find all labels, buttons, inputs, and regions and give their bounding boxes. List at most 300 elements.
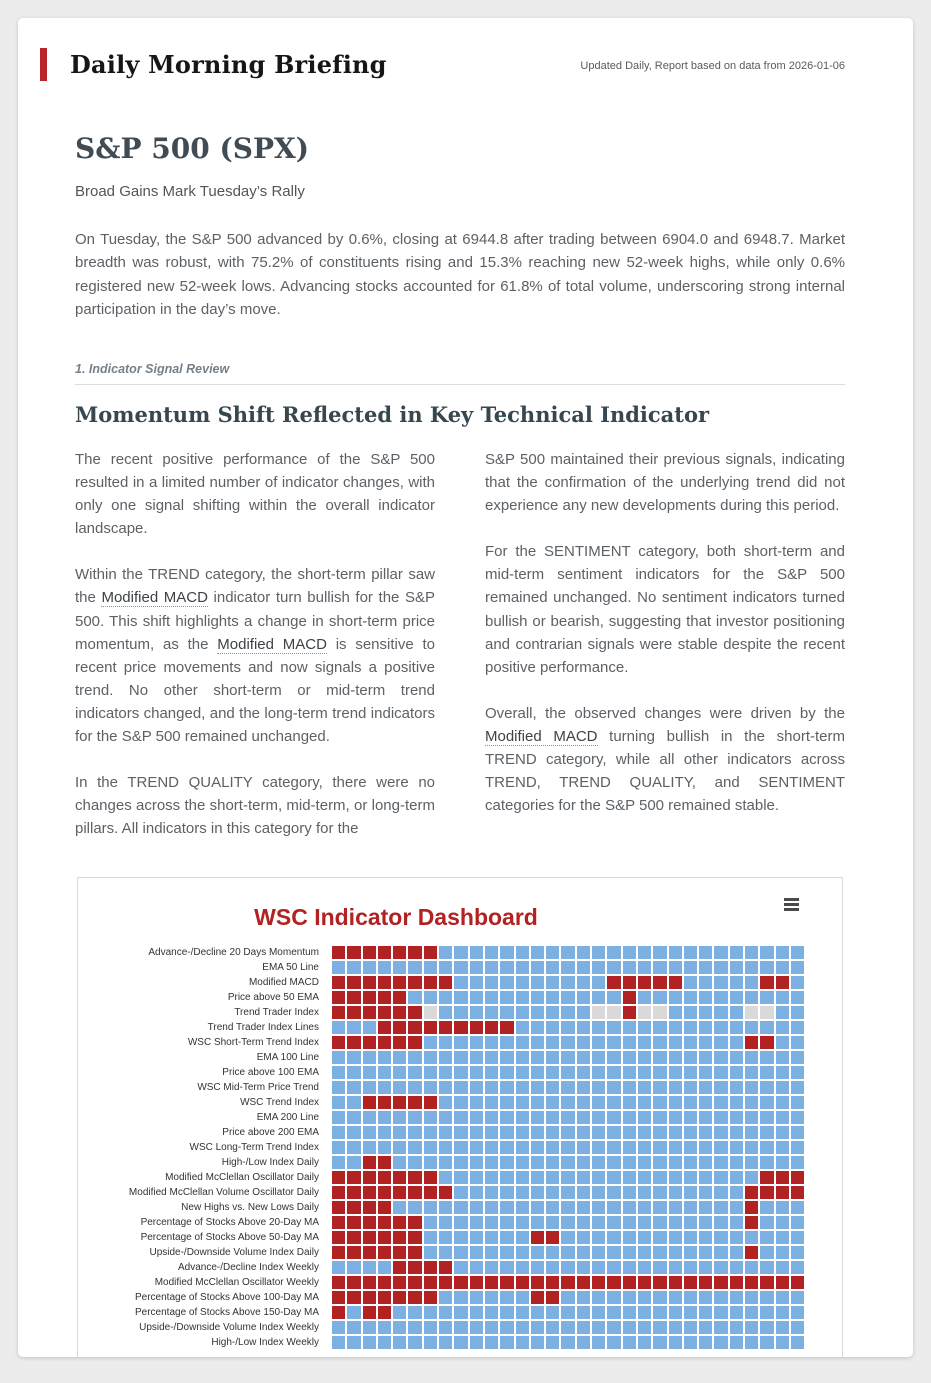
heatmap-cell[interactable] <box>653 1321 666 1334</box>
heatmap-cell[interactable] <box>669 1186 682 1199</box>
heatmap-cell[interactable] <box>454 1336 467 1349</box>
heatmap-cell[interactable] <box>363 1036 376 1049</box>
heatmap-cell[interactable] <box>760 1336 773 1349</box>
heatmap-cell[interactable] <box>714 1291 727 1304</box>
heatmap-cell[interactable] <box>791 1186 804 1199</box>
hamburger-icon[interactable] <box>784 898 800 913</box>
heatmap-cell[interactable] <box>424 1096 437 1109</box>
heatmap-cell[interactable] <box>684 1171 697 1184</box>
heatmap-cell[interactable] <box>592 1111 605 1124</box>
heatmap-cell[interactable] <box>669 1321 682 1334</box>
heatmap-cell[interactable] <box>378 1051 391 1064</box>
heatmap-cell[interactable] <box>669 946 682 959</box>
heatmap-cell[interactable] <box>347 1261 360 1274</box>
heatmap-cell[interactable] <box>684 1306 697 1319</box>
heatmap-cell[interactable] <box>393 1096 406 1109</box>
heatmap-cell[interactable] <box>776 1246 789 1259</box>
heatmap-cell[interactable] <box>730 1066 743 1079</box>
heatmap-cell[interactable] <box>684 1141 697 1154</box>
heatmap-cell[interactable] <box>393 1216 406 1229</box>
heatmap-cell[interactable] <box>638 1246 651 1259</box>
heatmap-cell[interactable] <box>500 1231 513 1244</box>
heatmap-cell[interactable] <box>378 991 391 1004</box>
heatmap-cell[interactable] <box>546 1141 559 1154</box>
heatmap-cell[interactable] <box>424 1246 437 1259</box>
heatmap-cell[interactable] <box>470 1141 483 1154</box>
heatmap-cell[interactable] <box>653 991 666 1004</box>
heatmap-cell[interactable] <box>714 1306 727 1319</box>
heatmap-cell[interactable] <box>730 1186 743 1199</box>
heatmap-cell[interactable] <box>516 1246 529 1259</box>
heatmap-cell[interactable] <box>485 1261 498 1274</box>
heatmap-cell[interactable] <box>347 976 360 989</box>
heatmap-cell[interactable] <box>378 1216 391 1229</box>
heatmap-cell[interactable] <box>332 976 345 989</box>
heatmap-cell[interactable] <box>638 1141 651 1154</box>
heatmap-cell[interactable] <box>500 1276 513 1289</box>
heatmap-cell[interactable] <box>516 1306 529 1319</box>
heatmap-cell[interactable] <box>745 1096 758 1109</box>
heatmap-cell[interactable] <box>623 1081 636 1094</box>
heatmap-cell[interactable] <box>500 1111 513 1124</box>
heatmap-cell[interactable] <box>424 991 437 1004</box>
heatmap-cell[interactable] <box>714 976 727 989</box>
heatmap-cell[interactable] <box>791 1006 804 1019</box>
heatmap-cell[interactable] <box>699 1156 712 1169</box>
heatmap-cell[interactable] <box>592 1246 605 1259</box>
heatmap-cell[interactable] <box>638 1306 651 1319</box>
heatmap-cell[interactable] <box>714 1126 727 1139</box>
heatmap-cell[interactable] <box>363 946 376 959</box>
heatmap-cell[interactable] <box>730 946 743 959</box>
heatmap-cell[interactable] <box>500 1066 513 1079</box>
heatmap-cell[interactable] <box>684 1036 697 1049</box>
heatmap-cell[interactable] <box>776 1201 789 1214</box>
heatmap-cell[interactable] <box>577 1156 590 1169</box>
heatmap-cell[interactable] <box>653 1261 666 1274</box>
heatmap-cell[interactable] <box>470 1066 483 1079</box>
heatmap-cell[interactable] <box>561 1006 574 1019</box>
heatmap-cell[interactable] <box>653 1036 666 1049</box>
heatmap-cell[interactable] <box>592 976 605 989</box>
heatmap-cell[interactable] <box>531 1081 544 1094</box>
heatmap-cell[interactable] <box>378 961 391 974</box>
heatmap-cell[interactable] <box>454 946 467 959</box>
heatmap-cell[interactable] <box>684 1216 697 1229</box>
heatmap-cell[interactable] <box>791 991 804 1004</box>
heatmap-cell[interactable] <box>714 946 727 959</box>
heatmap-cell[interactable] <box>470 1096 483 1109</box>
heatmap-cell[interactable] <box>485 1186 498 1199</box>
heatmap-cell[interactable] <box>485 1336 498 1349</box>
heatmap-cell[interactable] <box>730 1336 743 1349</box>
heatmap-cell[interactable] <box>485 1141 498 1154</box>
modified-macd-link[interactable]: Modified MACD <box>101 589 208 607</box>
heatmap-cell[interactable] <box>546 1066 559 1079</box>
modified-macd-link[interactable]: Modified MACD <box>217 635 327 653</box>
heatmap-cell[interactable] <box>699 1126 712 1139</box>
heatmap-cell[interactable] <box>760 961 773 974</box>
heatmap-cell[interactable] <box>669 1261 682 1274</box>
heatmap-cell[interactable] <box>424 1141 437 1154</box>
heatmap-cell[interactable] <box>439 1051 452 1064</box>
heatmap-cell[interactable] <box>699 1186 712 1199</box>
heatmap-cell[interactable] <box>408 1156 421 1169</box>
heatmap-cell[interactable] <box>638 1021 651 1034</box>
heatmap-cell[interactable] <box>791 1201 804 1214</box>
heatmap-cell[interactable] <box>561 1141 574 1154</box>
heatmap-cell[interactable] <box>439 1336 452 1349</box>
heatmap-cell[interactable] <box>699 1231 712 1244</box>
heatmap-cell[interactable] <box>500 1141 513 1154</box>
heatmap-cell[interactable] <box>393 1141 406 1154</box>
heatmap-cell[interactable] <box>485 1126 498 1139</box>
heatmap-cell[interactable] <box>408 1276 421 1289</box>
heatmap-cell[interactable] <box>378 1261 391 1274</box>
heatmap-cell[interactable] <box>699 1171 712 1184</box>
heatmap-cell[interactable] <box>699 1111 712 1124</box>
heatmap-cell[interactable] <box>363 1186 376 1199</box>
heatmap-cell[interactable] <box>714 1036 727 1049</box>
heatmap-cell[interactable] <box>684 946 697 959</box>
heatmap-cell[interactable] <box>363 1021 376 1034</box>
heatmap-cell[interactable] <box>607 1081 620 1094</box>
heatmap-cell[interactable] <box>546 1291 559 1304</box>
heatmap-cell[interactable] <box>623 1201 636 1214</box>
heatmap-cell[interactable] <box>791 1321 804 1334</box>
heatmap-cell[interactable] <box>577 1171 590 1184</box>
modified-macd-link[interactable]: Modified MACD <box>485 727 598 745</box>
heatmap-cell[interactable] <box>546 1231 559 1244</box>
heatmap-cell[interactable] <box>653 1021 666 1034</box>
heatmap-cell[interactable] <box>347 1306 360 1319</box>
heatmap-cell[interactable] <box>439 1111 452 1124</box>
heatmap-cell[interactable] <box>347 1246 360 1259</box>
heatmap-cell[interactable] <box>531 1276 544 1289</box>
heatmap-cell[interactable] <box>669 1156 682 1169</box>
heatmap-cell[interactable] <box>714 1156 727 1169</box>
heatmap-cell[interactable] <box>638 961 651 974</box>
heatmap-cell[interactable] <box>546 1216 559 1229</box>
heatmap-cell[interactable] <box>500 1081 513 1094</box>
heatmap-cell[interactable] <box>454 1111 467 1124</box>
heatmap-cell[interactable] <box>516 1006 529 1019</box>
heatmap-cell[interactable] <box>714 1171 727 1184</box>
heatmap-cell[interactable] <box>561 1096 574 1109</box>
heatmap-cell[interactable] <box>408 1231 421 1244</box>
heatmap-cell[interactable] <box>730 1201 743 1214</box>
heatmap-cell[interactable] <box>500 1321 513 1334</box>
heatmap-cell[interactable] <box>776 1081 789 1094</box>
heatmap-cell[interactable] <box>347 1006 360 1019</box>
heatmap-cell[interactable] <box>454 991 467 1004</box>
heatmap-cell[interactable] <box>485 976 498 989</box>
heatmap-cell[interactable] <box>424 1171 437 1184</box>
heatmap-cell[interactable] <box>424 1006 437 1019</box>
heatmap-cell[interactable] <box>714 1261 727 1274</box>
heatmap-cell[interactable] <box>393 1186 406 1199</box>
heatmap-cell[interactable] <box>684 1096 697 1109</box>
heatmap-cell[interactable] <box>332 1096 345 1109</box>
heatmap-cell[interactable] <box>347 946 360 959</box>
heatmap-cell[interactable] <box>546 1081 559 1094</box>
heatmap-cell[interactable] <box>546 1006 559 1019</box>
heatmap-cell[interactable] <box>776 1021 789 1034</box>
heatmap-cell[interactable] <box>623 1291 636 1304</box>
heatmap-cell[interactable] <box>669 1066 682 1079</box>
heatmap-cell[interactable] <box>470 1276 483 1289</box>
heatmap-cell[interactable] <box>378 1066 391 1079</box>
heatmap-cell[interactable] <box>791 1141 804 1154</box>
heatmap-cell[interactable] <box>439 1096 452 1109</box>
heatmap-cell[interactable] <box>332 946 345 959</box>
heatmap-cell[interactable] <box>363 1321 376 1334</box>
heatmap-cell[interactable] <box>760 1081 773 1094</box>
heatmap-cell[interactable] <box>669 1291 682 1304</box>
heatmap-cell[interactable] <box>684 1021 697 1034</box>
heatmap-cell[interactable] <box>332 1051 345 1064</box>
heatmap-cell[interactable] <box>760 1216 773 1229</box>
heatmap-cell[interactable] <box>378 1246 391 1259</box>
heatmap-cell[interactable] <box>363 1156 376 1169</box>
heatmap-cell[interactable] <box>592 1096 605 1109</box>
heatmap-cell[interactable] <box>546 1036 559 1049</box>
heatmap-cell[interactable] <box>561 1306 574 1319</box>
heatmap-cell[interactable] <box>760 1261 773 1274</box>
heatmap-cell[interactable] <box>684 1051 697 1064</box>
heatmap-cell[interactable] <box>470 961 483 974</box>
heatmap-cell[interactable] <box>653 1231 666 1244</box>
heatmap-cell[interactable] <box>577 1141 590 1154</box>
heatmap-cell[interactable] <box>332 1246 345 1259</box>
heatmap-cell[interactable] <box>745 1171 758 1184</box>
heatmap-cell[interactable] <box>638 1291 651 1304</box>
heatmap-cell[interactable] <box>424 1261 437 1274</box>
heatmap-cell[interactable] <box>454 1186 467 1199</box>
heatmap-cell[interactable] <box>714 1081 727 1094</box>
heatmap-cell[interactable] <box>393 1231 406 1244</box>
heatmap-cell[interactable] <box>745 1021 758 1034</box>
heatmap-cell[interactable] <box>577 1321 590 1334</box>
heatmap-cell[interactable] <box>546 1201 559 1214</box>
heatmap-cell[interactable] <box>378 1126 391 1139</box>
heatmap-cell[interactable] <box>393 1201 406 1214</box>
heatmap-cell[interactable] <box>516 1051 529 1064</box>
heatmap-cell[interactable] <box>714 1231 727 1244</box>
heatmap-cell[interactable] <box>424 1066 437 1079</box>
heatmap-cell[interactable] <box>699 1096 712 1109</box>
heatmap-cell[interactable] <box>699 1051 712 1064</box>
heatmap-cell[interactable] <box>347 1141 360 1154</box>
heatmap-cell[interactable] <box>592 1291 605 1304</box>
heatmap-cell[interactable] <box>607 1126 620 1139</box>
heatmap-cell[interactable] <box>500 1156 513 1169</box>
heatmap-cell[interactable] <box>607 1321 620 1334</box>
heatmap-cell[interactable] <box>424 1081 437 1094</box>
heatmap-cell[interactable] <box>393 1051 406 1064</box>
heatmap-cell[interactable] <box>454 1201 467 1214</box>
heatmap-cell[interactable] <box>561 1186 574 1199</box>
heatmap-cell[interactable] <box>439 1261 452 1274</box>
heatmap-cell[interactable] <box>470 1156 483 1169</box>
heatmap-cell[interactable] <box>561 1126 574 1139</box>
heatmap-cell[interactable] <box>669 1081 682 1094</box>
heatmap-cell[interactable] <box>470 1051 483 1064</box>
heatmap-cell[interactable] <box>714 1051 727 1064</box>
heatmap-cell[interactable] <box>760 946 773 959</box>
heatmap-cell[interactable] <box>607 1051 620 1064</box>
heatmap-cell[interactable] <box>745 1081 758 1094</box>
heatmap-cell[interactable] <box>347 1186 360 1199</box>
heatmap-cell[interactable] <box>653 1216 666 1229</box>
heatmap-cell[interactable] <box>577 1306 590 1319</box>
heatmap-cell[interactable] <box>577 991 590 1004</box>
heatmap-cell[interactable] <box>516 1066 529 1079</box>
heatmap-cell[interactable] <box>791 1066 804 1079</box>
heatmap-cell[interactable] <box>454 1156 467 1169</box>
heatmap-cell[interactable] <box>776 1006 789 1019</box>
heatmap-cell[interactable] <box>439 1276 452 1289</box>
heatmap-cell[interactable] <box>730 1261 743 1274</box>
heatmap-cell[interactable] <box>730 1246 743 1259</box>
heatmap-cell[interactable] <box>439 1066 452 1079</box>
heatmap-cell[interactable] <box>760 1201 773 1214</box>
heatmap-cell[interactable] <box>699 1201 712 1214</box>
heatmap-cell[interactable] <box>577 1006 590 1019</box>
heatmap-cell[interactable] <box>623 1156 636 1169</box>
heatmap-cell[interactable] <box>760 1246 773 1259</box>
heatmap-cell[interactable] <box>393 1261 406 1274</box>
heatmap-cell[interactable] <box>424 1291 437 1304</box>
heatmap-cell[interactable] <box>516 1321 529 1334</box>
heatmap-cell[interactable] <box>669 1051 682 1064</box>
heatmap-cell[interactable] <box>653 1156 666 1169</box>
heatmap-cell[interactable] <box>516 1036 529 1049</box>
heatmap-cell[interactable] <box>684 976 697 989</box>
heatmap-cell[interactable] <box>393 1276 406 1289</box>
heatmap-cell[interactable] <box>653 976 666 989</box>
heatmap-cell[interactable] <box>485 1306 498 1319</box>
heatmap-cell[interactable] <box>653 1291 666 1304</box>
heatmap-cell[interactable] <box>439 1231 452 1244</box>
heatmap-cell[interactable] <box>516 1201 529 1214</box>
heatmap-cell[interactable] <box>776 1261 789 1274</box>
heatmap-cell[interactable] <box>454 1216 467 1229</box>
heatmap-cell[interactable] <box>592 1216 605 1229</box>
heatmap-cell[interactable] <box>485 1321 498 1334</box>
heatmap-cell[interactable] <box>546 976 559 989</box>
heatmap-cell[interactable] <box>638 1186 651 1199</box>
heatmap-cell[interactable] <box>424 1021 437 1034</box>
heatmap-cell[interactable] <box>332 961 345 974</box>
heatmap-cell[interactable] <box>745 1306 758 1319</box>
heatmap-cell[interactable] <box>730 1111 743 1124</box>
heatmap-cell[interactable] <box>561 1336 574 1349</box>
heatmap-cell[interactable] <box>623 1336 636 1349</box>
heatmap-cell[interactable] <box>408 1066 421 1079</box>
heatmap-cell[interactable] <box>408 1141 421 1154</box>
heatmap-cell[interactable] <box>607 1111 620 1124</box>
heatmap-cell[interactable] <box>347 1291 360 1304</box>
heatmap-cell[interactable] <box>332 1021 345 1034</box>
heatmap-cell[interactable] <box>699 1321 712 1334</box>
heatmap-cell[interactable] <box>546 946 559 959</box>
heatmap-cell[interactable] <box>791 946 804 959</box>
heatmap-cell[interactable] <box>347 961 360 974</box>
heatmap-cell[interactable] <box>516 976 529 989</box>
heatmap-cell[interactable] <box>577 1246 590 1259</box>
heatmap-cell[interactable] <box>516 1276 529 1289</box>
heatmap-cell[interactable] <box>714 1111 727 1124</box>
heatmap-cell[interactable] <box>653 1006 666 1019</box>
heatmap-cell[interactable] <box>546 1156 559 1169</box>
heatmap-cell[interactable] <box>408 1036 421 1049</box>
heatmap-cell[interactable] <box>623 1006 636 1019</box>
heatmap-cell[interactable] <box>607 1231 620 1244</box>
heatmap-cell[interactable] <box>760 1096 773 1109</box>
heatmap-cell[interactable] <box>791 1051 804 1064</box>
heatmap-cell[interactable] <box>500 1291 513 1304</box>
heatmap-cell[interactable] <box>408 976 421 989</box>
heatmap-cell[interactable] <box>653 1276 666 1289</box>
heatmap-cell[interactable] <box>577 1111 590 1124</box>
heatmap-cell[interactable] <box>393 991 406 1004</box>
heatmap-cell[interactable] <box>454 1006 467 1019</box>
heatmap-cell[interactable] <box>669 1096 682 1109</box>
heatmap-cell[interactable] <box>378 1321 391 1334</box>
heatmap-cell[interactable] <box>638 1231 651 1244</box>
heatmap-cell[interactable] <box>669 1111 682 1124</box>
heatmap-cell[interactable] <box>363 1231 376 1244</box>
heatmap-cell[interactable] <box>516 1186 529 1199</box>
heatmap-cell[interactable] <box>485 1291 498 1304</box>
heatmap-cell[interactable] <box>607 946 620 959</box>
heatmap-cell[interactable] <box>623 1141 636 1154</box>
heatmap-cell[interactable] <box>592 1201 605 1214</box>
heatmap-cell[interactable] <box>393 1126 406 1139</box>
heatmap-cell[interactable] <box>546 1321 559 1334</box>
heatmap-cell[interactable] <box>623 1276 636 1289</box>
heatmap-cell[interactable] <box>592 1306 605 1319</box>
heatmap-cell[interactable] <box>439 1126 452 1139</box>
heatmap-cell[interactable] <box>577 1261 590 1274</box>
heatmap-cell[interactable] <box>760 1321 773 1334</box>
heatmap-cell[interactable] <box>546 1306 559 1319</box>
heatmap-cell[interactable] <box>363 1246 376 1259</box>
heatmap-cell[interactable] <box>623 991 636 1004</box>
heatmap-cell[interactable] <box>546 991 559 1004</box>
heatmap-cell[interactable] <box>347 1036 360 1049</box>
heatmap-cell[interactable] <box>623 946 636 959</box>
heatmap-cell[interactable] <box>607 1096 620 1109</box>
heatmap-cell[interactable] <box>332 1156 345 1169</box>
heatmap-cell[interactable] <box>760 991 773 1004</box>
heatmap-cell[interactable] <box>470 1261 483 1274</box>
heatmap-cell[interactable] <box>745 1201 758 1214</box>
heatmap-cell[interactable] <box>699 976 712 989</box>
heatmap-cell[interactable] <box>791 1036 804 1049</box>
heatmap-cell[interactable] <box>684 1081 697 1094</box>
heatmap-cell[interactable] <box>745 1291 758 1304</box>
heatmap-cell[interactable] <box>638 1321 651 1334</box>
heatmap-cell[interactable] <box>408 1126 421 1139</box>
heatmap-cell[interactable] <box>363 1006 376 1019</box>
heatmap-cell[interactable] <box>623 1246 636 1259</box>
heatmap-cell[interactable] <box>408 1246 421 1259</box>
heatmap-cell[interactable] <box>531 1186 544 1199</box>
heatmap-cell[interactable] <box>347 1051 360 1064</box>
heatmap-cell[interactable] <box>408 1336 421 1349</box>
